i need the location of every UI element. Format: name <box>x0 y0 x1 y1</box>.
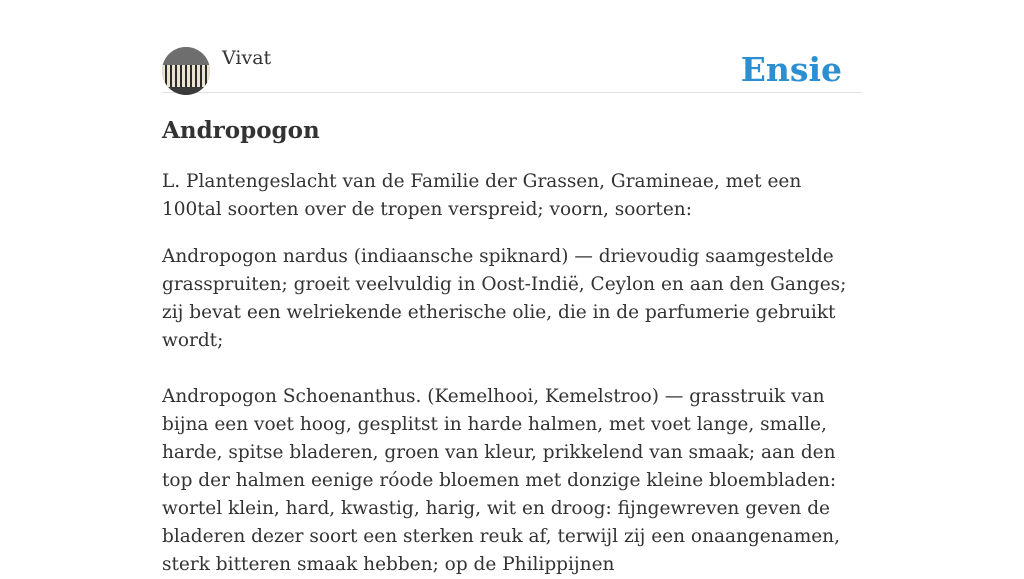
article-body <box>162 168 862 579</box>
page-title: Andropogon <box>162 117 320 144</box>
paragraph-schoenanthus: Andropogon Schoenanthus. (Kemelhooi, Kemelstroo) — grasstruik van bijna een voet hoog, gesplitst in harde halmen, met voet lange, smalle, harde, spitse bladeren, groen van kleur, prikkelend van smaak; aan den top der halmen eenige róode bloemen met donzige kleine bloembladen: wortel klein, hard, kwastig, harig, wit en droog: fijngewreven geven de bladeren dezer soort een sterken reuk af, terwijl zij een onaangenamen, sterk bitteren smaak hebben; op de Philippijnen <box>162 386 840 575</box>
paragraph-intro: L. Plantengeslacht van de Familie der Grassen, Gramineae, met een 100tal soorten over de tropen verspreid; voorn, soorten: <box>162 171 802 220</box>
author-name[interactable]: Vivat <box>222 47 272 69</box>
avatar[interactable] <box>162 47 210 95</box>
brand-logo[interactable]: Ensie <box>740 50 842 89</box>
header <box>162 46 862 93</box>
paragraph-nardus: Andropogon nardus (indiaansche spiknard) — drievoudig saamgestelde grasspruiten; groeit veelvuldig in Oost-Indië, Ceylon en aan den Ganges; zij bevat een welriekende etherische olie, die in de parfumerie gebruikt wordt; <box>162 246 847 351</box>
